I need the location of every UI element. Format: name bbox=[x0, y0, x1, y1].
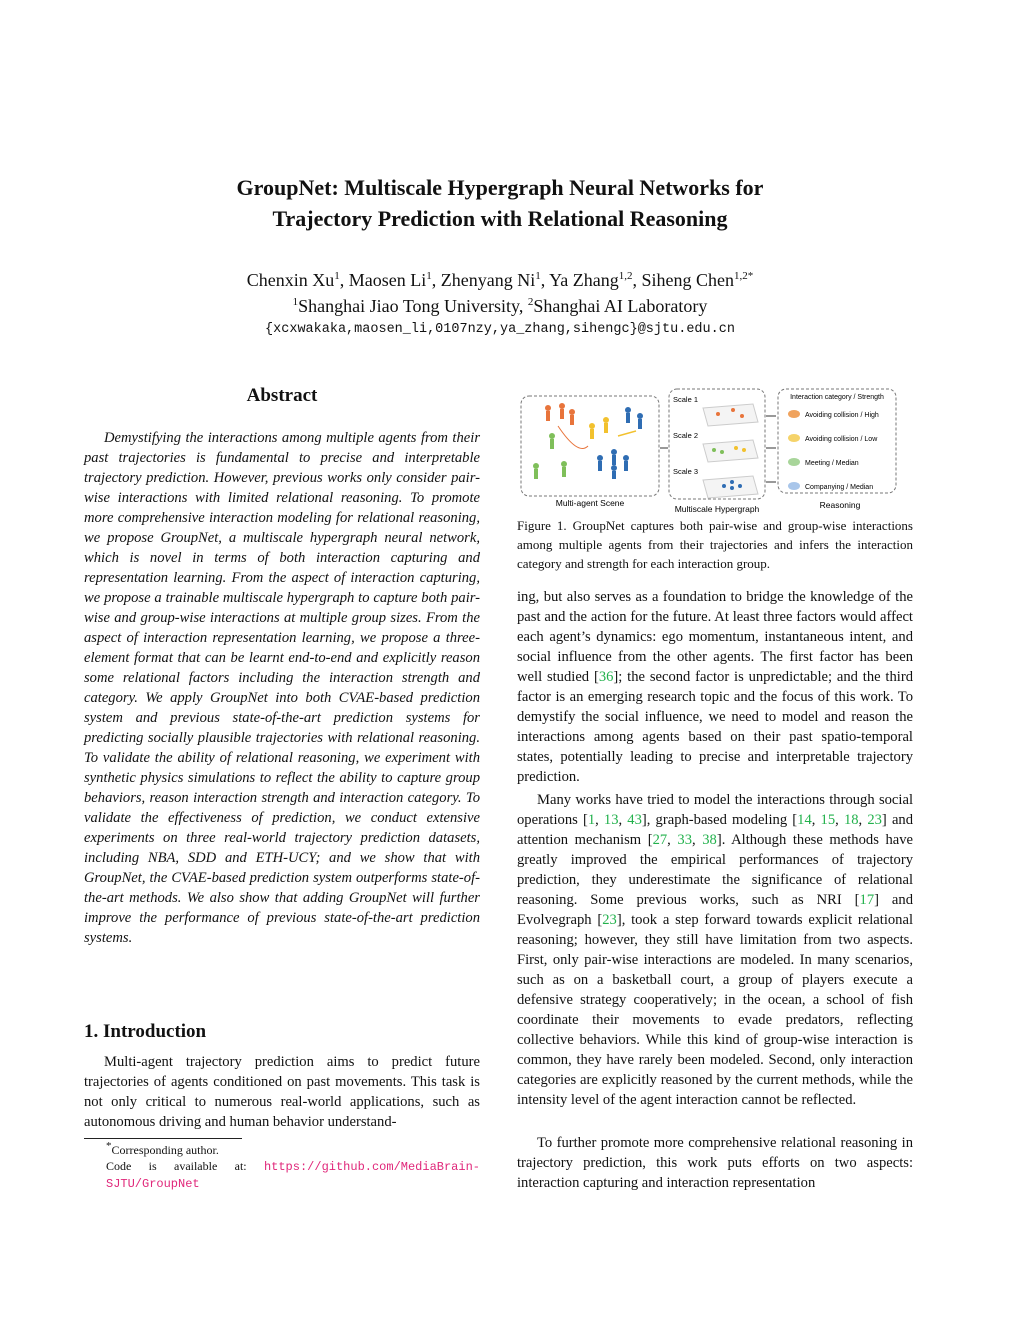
footnote-corresponding-text: Corresponding author. bbox=[111, 1143, 219, 1157]
author-list: Chenxin Xu$^1$, Maosen Li$^1$, Zhenyang Ni$^1$, Ya Zhang$^{1,2}$, Siheng Chen$^{1,2*}$ bbox=[246, 270, 754, 290]
figure-1 bbox=[518, 386, 918, 514]
citation-link[interactable]: 13 bbox=[603, 812, 619, 828]
legend-swatch-3 bbox=[788, 458, 800, 466]
footnote-rule bbox=[84, 1138, 242, 1139]
abstract-text: Demystifying the interactions among multiple agents from their past trajectories is fundamental to precise and interpretable trajectory prediction. However, previous works only consider pair-wise interactions with limited relational reasoning. To promote more comprehensive interaction modeling for relational reasoning, we propose GroupNet, a multiscale hypergraph neural network, which is novel in terms of both interaction capturing and representation learning. From the aspect of interaction capturing, we propose a trainable multiscale hypergraph to capture both pair-wise and group-wise interactions at multiple group sizes. From the aspect of interaction representation learning, we propose a three-element format that can be learnt end-to-end and explicitly reason some relational factors including the interaction strength and category. We apply GroupNet into both CVAE-based prediction system and previous state-of-the-art prediction systems for predicting socially plausible trajectories with relational reasoning. To validate the ability of relational reasoning, we experiment with synthetic physics simulations to reflect the ability to capture group behaviors, reason interaction strength and interaction category. To validate the effectiveness of prediction, we conduct extensive experiments on three real-world trajectory prediction datasets, including NBA, SDD and ETH-UCY; and we show that with GroupNet, the CVAE-based prediction system outperforms state-of-the-art methods. We also show that adding GroupNet will further improve the performance of previous state-of-the-art prediction systems. bbox=[84, 430, 480, 946]
author-name: Maosen Li bbox=[348, 270, 427, 290]
citation-link[interactable]: 15 bbox=[820, 812, 836, 828]
affiliations bbox=[0, 294, 1000, 319]
body-paragraph-2: Many works have tried to model the interactions through social operations [1, 13, 43], graph-based modeling [14, 15, 18, 23] and attention mechanism [27, 33, 38]. Although these methods have greatly improved the empirical performances of trajectory prediction, they underestimate the significance of relational reasoning. Some previous works, such as NRI [17] and Evolvegraph [23], took a step forward towards explicit relational reasoning; however, they still have limitation from two aspects. First, only pair-wise interactions are modeled. In many scenarios, such as on a basketball court, a group of players execute a defensive strategy cooperatively; in the ocean, a school of fish coordinate their movements to evade predators, reflecting collective behaviors. While this kind of group-wise interaction is common, they have rarely been modeled. Second, only interaction categories are explicitly reasoned by the current methods, while the intensity level of the agent interaction cannot be reflected. bbox=[517, 792, 914, 1108]
author-affiliation-mark: 1 bbox=[334, 270, 340, 282]
hypergraph-label: Multiscale Hypergraph bbox=[674, 504, 760, 514]
scene-panel bbox=[521, 396, 659, 496]
affiliation-name: Shanghai Jiao Tong University, bbox=[298, 296, 524, 316]
footnote-code-prefix: Code is available at: bbox=[106, 1159, 247, 1173]
intro-paragraph: Multi-agent trajectory prediction aims to predict future trajectories of agents conditioned on past movements. This task is not only critical to numerous real-world applications, such as autonomous driving and human behavior understand- bbox=[84, 1054, 480, 1130]
citation-link[interactable]: 1 bbox=[587, 812, 596, 828]
title-line-2: Trajectory Prediction with Relational Reasoning bbox=[272, 206, 728, 231]
legend-item-4: Companying / Median bbox=[805, 484, 874, 491]
legend-item-3: Meeting / Median bbox=[805, 460, 859, 467]
affiliation-mark: 1 bbox=[292, 296, 299, 308]
citation-link[interactable]: 33 bbox=[677, 832, 692, 848]
author-name: Chenxin Xu bbox=[246, 270, 335, 290]
citation-link[interactable]: 27 bbox=[652, 832, 668, 848]
footnote-marker: * bbox=[106, 1140, 112, 1152]
author-affiliation-mark: 1,2* bbox=[733, 270, 754, 282]
author-name: Ya Zhang bbox=[549, 270, 619, 290]
author-name: Zhenyang Ni bbox=[440, 270, 536, 290]
legend-swatch-1 bbox=[788, 410, 800, 418]
abstract-heading: Abstract bbox=[246, 385, 318, 406]
citation-link[interactable]: 43 bbox=[627, 812, 642, 828]
citation-link[interactable]: 14 bbox=[797, 812, 812, 828]
hypergraph-layers bbox=[703, 404, 758, 498]
section-heading-introduction: 1. Introduction bbox=[84, 1021, 207, 1042]
author-affiliation-mark: 1 bbox=[535, 270, 541, 282]
scale-1-label: Scale 1 bbox=[673, 395, 699, 404]
citation-link[interactable]: 36 bbox=[598, 669, 614, 685]
citation-link[interactable]: 18 bbox=[843, 812, 859, 828]
legend-item-1: Avoiding collision / High bbox=[805, 412, 879, 419]
footnotes bbox=[84, 1142, 480, 1192]
legend-title: Interaction category / Strength bbox=[790, 394, 884, 401]
body-paragraph-3: To further promote more comprehensive relational reasoning in trajectory prediction, this work puts efforts on two aspects: interaction capturing and interaction representation bbox=[517, 1135, 913, 1191]
affiliation-name: Shanghai AI Laboratory bbox=[533, 296, 708, 316]
author-affiliation-mark: 1,2 bbox=[618, 270, 633, 282]
title-line-1: GroupNet: Multiscale Hypergraph Neural Networks for bbox=[236, 175, 764, 200]
citation-link[interactable]: 38 bbox=[702, 832, 717, 848]
footnote-code bbox=[84, 1158, 480, 1192]
email-list: {xcxwakaka,maosen_li,0107nzy,ya_zhang,sihengc}@sjtu.edu.cn bbox=[265, 322, 735, 337]
code-url-link[interactable]: https://github.com/MediaBrain-SJTU/GroupNet bbox=[106, 1160, 480, 1191]
arrows-2 bbox=[766, 416, 776, 482]
reasoning-label: Reasoning bbox=[819, 500, 861, 510]
citation-link[interactable]: 23 bbox=[602, 912, 617, 928]
scene-label: Multi-agent Scene bbox=[555, 498, 625, 508]
legend-swatch-2 bbox=[788, 434, 800, 442]
author-affiliation-mark: 1 bbox=[426, 270, 432, 282]
scale-3-label: Scale 3 bbox=[673, 467, 699, 476]
legend-item-2: Avoiding collision / Low bbox=[805, 436, 878, 443]
author-name: Siheng Chen bbox=[641, 270, 734, 290]
legend-swatch-4 bbox=[788, 482, 800, 490]
body-paragraph-1: ing, but also serves as a foundation to bridge the knowledge of the past and the action for the future. At least three factors would affect each agent’s dynamics: ego momentum, instantaneous intent, and social influence from the other agents. The first factor has been well studied [36]; the second factor is unpredictable; and the third factor is an emerging research topic and the focus of this work. To demystify the social influence, we need to model and reason the interactions among agents based on their past spatio-temporal states, potentially leading to precise and interpretable trajectory prediction. bbox=[517, 589, 913, 785]
scale-2-label: Scale 2 bbox=[673, 431, 699, 440]
citation-link[interactable]: 23 bbox=[867, 812, 882, 828]
figure-caption: Figure 1. GroupNet captures both pair-wise and group-wise interactions among multiple agents from their trajectories and infers the interaction category and strength for each interaction group. bbox=[517, 518, 913, 571]
footnote-corresponding bbox=[84, 1142, 480, 1158]
paper-title bbox=[0, 172, 1000, 234]
agents-illustration bbox=[533, 403, 643, 479]
citation-link[interactable]: 17 bbox=[859, 892, 875, 908]
affiliation-mark: 2 bbox=[527, 296, 534, 308]
